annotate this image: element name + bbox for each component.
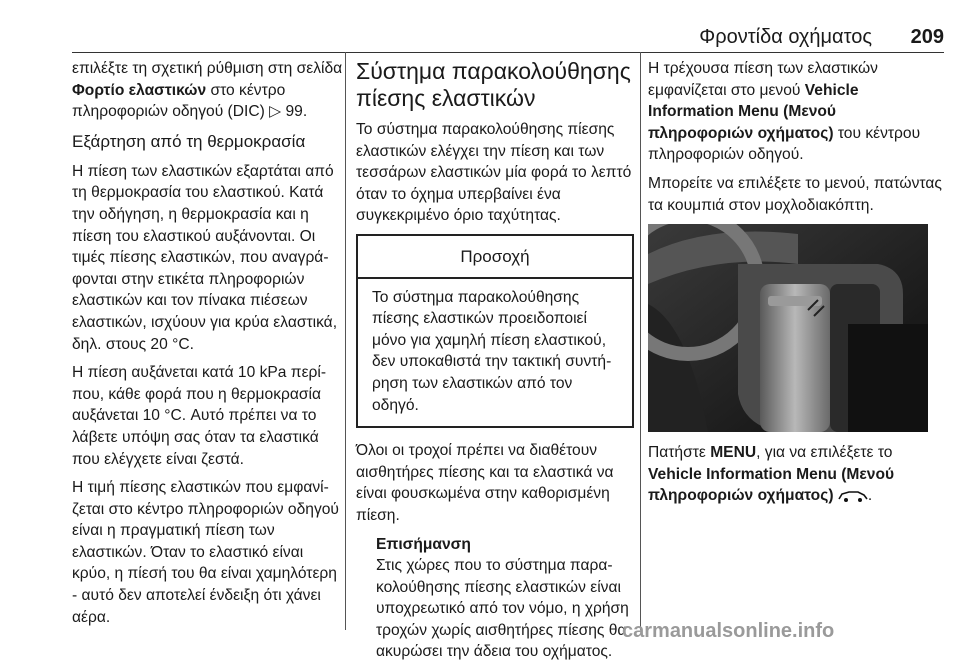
text: . (868, 487, 872, 504)
paragraph: Η πίεση των ελαστικών εξαρτάται από τη θερμοκρασία του ελαστικού. Κατά την οδήγηση, η θερμοκρασία και η πίεση του ελαστικού αυξάνονται. Οι τιμές πίεσης ελαστικών, που αναγράφονται στην ετικέτα πληροφοριών ελαστικών και τον πίνακα πιέσεων ελαστικών, ισχύουν για κρύα ελαστικά, δηλ. στους 20 °C. (72, 161, 344, 355)
text: στο κέντρο πληροφοριών οδηγού (DIC) (72, 82, 285, 121)
menu-button-label: MENU (710, 444, 756, 461)
column-divider-1 (345, 52, 346, 630)
caution-box (356, 234, 634, 428)
paragraph: Η τιμή πίεσης ελαστικών που εμφανίζεται στο κέντρο πληροφοριών οδηγού είναι η πραγματική πίεση των ελαστικών. Όταν το ελαστικό είναι κρύο, η πίεσή του θα είναι χαμηλότερη - αυτό δεν αποτελεί ένδειξη ότι χάνει αέρα. (72, 477, 344, 628)
car-symbol-icon (838, 489, 868, 503)
page-reference-arrow-icon: ▷ (269, 103, 281, 120)
paragraph (648, 442, 944, 507)
paragraph: Μπορείτε να επιλέξετε το μενού, πατώντας τα κουμπιά στον μοχλοδιακόπτη. (648, 173, 944, 216)
tpms-heading: Σύστημα παρακολούθησης πίεσης ελαστικών (356, 58, 634, 112)
menu-name: Vehicle Information Menu (Μενού πληροφοριών οχήματος) (648, 82, 859, 142)
tire-load-term: Φορτίο ελαστικών (72, 82, 206, 99)
caution-title: Προσοχή (358, 236, 632, 279)
text: επιλέξτε τη σχετική ρύθμιση στη σελίδα (72, 60, 342, 77)
text: , για να επιλέξετε το (756, 444, 892, 461)
note-title: Επισήμανση (376, 534, 634, 556)
section-title: Φροντίδα οχήματος (699, 26, 872, 49)
menu-name: Vehicle Information Menu (Μενού πληροφοριών οχήματος) (648, 466, 894, 505)
column-2 (356, 58, 634, 663)
caution-text: Το σύστημα παρακολούθησης πίεσης ελαστικών προειδοποιεί μόνο για χαμηλή πίεση ελαστικού, δεν υποκαθιστά την τακτική συντήρηση των ελαστικών από τον οδηγό. (358, 279, 632, 427)
intro-paragraph (72, 58, 344, 123)
header-rule (72, 52, 944, 53)
note-block (356, 534, 634, 663)
text: του κέντρου πληροφοριών οδηγού. (648, 125, 920, 164)
page-reference[interactable]: 99. (285, 103, 307, 120)
page-header (72, 14, 944, 48)
column-divider-2 (640, 52, 641, 630)
column-3 (648, 58, 944, 514)
temperature-heading: Εξάρτηση από τη θερμοκρασία (72, 131, 344, 153)
paragraph (648, 58, 944, 166)
watermark: carmanualsonline.info (622, 620, 834, 643)
paragraph: Η πίεση αυξάνεται κατά 10 kPa περίπου, κάθε φορά που η θερμοκρασία αυξάνεται 10 °C. Αυτό πρέπει να το λάβετε υπόψη σας όταν τα ελαστικά που ελέγχετε είναι ζεστά. (72, 362, 344, 470)
text: Η τρέχουσα πίεση των ελαστικών εμφανίζεται στο μενού (648, 60, 878, 99)
column-1 (72, 58, 344, 635)
page-number: 209 (911, 26, 944, 49)
note-text: Στις χώρες που το σύστημα παρακολούθησης πίεσης ελαστικών είναι υποχρεωτικό από τον νόμο, η χρήση τροχών χωρίς αισθητήρες πίεσης θα ακυρώσει την άδεια του οχήματος. (376, 555, 634, 663)
turn-signal-lever-photo (648, 224, 928, 432)
text: Πατήστε (648, 444, 710, 461)
paragraph: Το σύστημα παρακολούθησης πίεσης ελαστικών ελέγχει την πίεση και των τεσσάρων ελαστικών μία φορά το λεπτό όταν το όχημα υπερβαίνει ένα συγκεκριμένο όριο ταχύτητας. (356, 119, 634, 227)
paragraph: Όλοι οι τροχοί πρέπει να διαθέτουν αισθητήρες πίεσης και τα ελαστικά να είναι φουσκωμένα στην καθορισμένη πίεση. (356, 440, 634, 526)
